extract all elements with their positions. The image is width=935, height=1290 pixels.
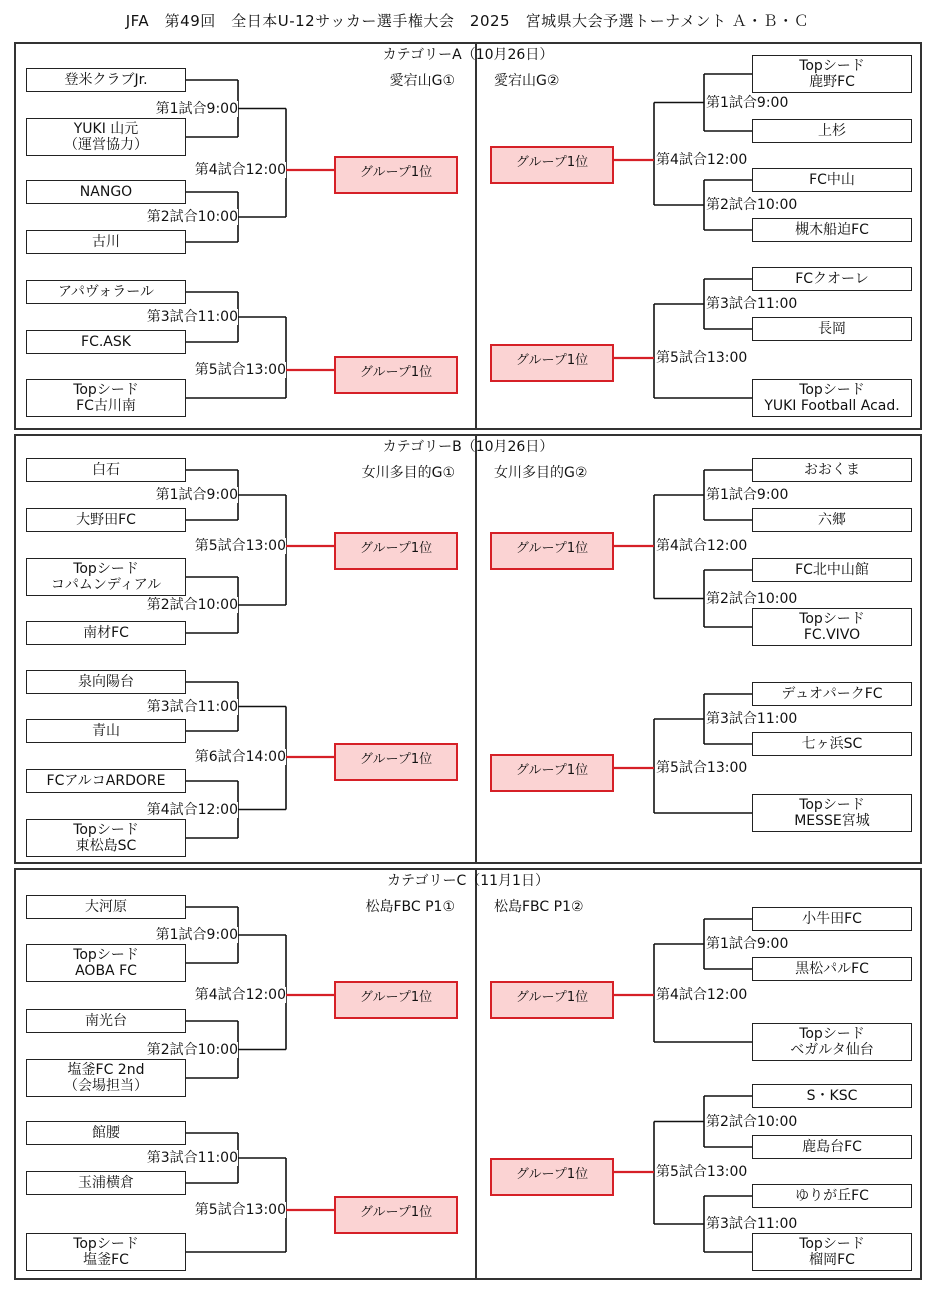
final-match-label: 第4試合12:00: [194, 987, 286, 1003]
match-label: 第3試合11:00: [706, 1216, 798, 1232]
team-box: 泉向陽台: [26, 670, 186, 694]
final-match-label: 第5試合13:00: [656, 350, 748, 366]
group-winner-box: グループ1位: [334, 743, 458, 781]
group-winner-box: グループ1位: [490, 532, 614, 570]
final-match-label: 第5試合13:00: [194, 538, 286, 554]
match-label: 第1試合9:00: [706, 94, 789, 111]
team-box: Topシード 榴岡FC: [752, 1233, 912, 1271]
match-label: 第1試合9:00: [155, 927, 238, 943]
match-label: 第3試合11:00: [146, 309, 238, 325]
match-label: 第2試合10:00: [706, 590, 798, 607]
team-box: 大河原: [26, 895, 186, 919]
group-winner-box: グループ1位: [490, 754, 614, 792]
team-box: おおくま: [752, 458, 912, 482]
team-box: 大野田FC: [26, 508, 186, 532]
team-box: 六郷: [752, 508, 912, 532]
final-match-label: 第5試合13:00: [656, 760, 748, 776]
group-winner-box: グループ1位: [490, 146, 614, 184]
team-box: Topシード 鹿野FC: [752, 55, 912, 93]
team-box: 古川: [26, 230, 186, 254]
group-winner-box: グループ1位: [490, 344, 614, 382]
team-box: 七ヶ浜SC: [752, 732, 912, 756]
venue-label-left: 松島FBC P1①: [365, 899, 455, 915]
group-winner-box: グループ1位: [490, 981, 614, 1019]
team-box: 鹿島台FC: [752, 1135, 912, 1159]
team-box: FC北中山館: [752, 558, 912, 582]
match-label: 第2試合10:00: [146, 1041, 238, 1058]
team-box: S・KSC: [752, 1084, 912, 1108]
final-match-label: 第4試合12:00: [656, 152, 748, 168]
team-box: 小牛田FC: [752, 907, 912, 931]
match-label: 第1試合9:00: [706, 487, 789, 503]
match-label: 第2試合10:00: [706, 197, 798, 213]
team-box: ゆりが丘FC: [752, 1184, 912, 1208]
venue-label-left: 女川多目的G①: [361, 465, 455, 481]
team-box: 長岡: [752, 317, 912, 341]
team-box: Topシード FC.VIVO: [752, 608, 912, 646]
group-winner-box: グループ1位: [334, 1196, 458, 1234]
match-label: 第1試合9:00: [155, 100, 238, 117]
final-match-label: 第4試合12:00: [656, 987, 748, 1003]
final-match-label: 第5試合13:00: [194, 362, 286, 378]
team-box: FCクオーレ: [752, 267, 912, 291]
team-box: 南材FC: [26, 621, 186, 645]
final-match-label: 第4試合12:00: [656, 538, 748, 554]
team-box: 登米クラブJr.: [26, 68, 186, 92]
venue-divider: [475, 44, 477, 428]
team-box: 槻木船迫FC: [752, 218, 912, 242]
group-winner-box: グループ1位: [334, 156, 458, 194]
match-label: 第1試合9:00: [155, 487, 238, 503]
final-match-label: 第5試合13:00: [656, 1164, 748, 1180]
page-title: JFA 第49回 全日本U-12サッカー選手権大会 2025 宮城県大会予選トーナメント Ａ・Ｂ・Ｃ: [125, 12, 810, 30]
match-label: 第3試合11:00: [146, 1150, 238, 1166]
team-box: Topシード 東松島SC: [26, 819, 186, 857]
team-box: 玉浦横倉: [26, 1171, 186, 1195]
group-winner-box: グループ1位: [334, 981, 458, 1019]
group-winner-box: グループ1位: [334, 532, 458, 570]
match-label: 第3試合11:00: [706, 296, 798, 312]
venue-label-right: 愛宕山G②: [494, 73, 560, 89]
match-label: 第2試合10:00: [146, 597, 238, 613]
team-box: アパヴォラール: [26, 280, 186, 304]
team-box: Topシード MESSE宮城: [752, 794, 912, 832]
final-match-label: 第6試合14:00: [194, 749, 286, 765]
team-box: 青山: [26, 719, 186, 743]
team-box: Topシード YUKI Football Acad.: [752, 379, 912, 417]
group-winner-box: グループ1位: [334, 356, 458, 394]
match-label: 第4試合12:00: [146, 801, 238, 818]
match-label: 第2試合10:00: [146, 209, 238, 225]
team-box: Topシード 塩釜FC: [26, 1233, 186, 1271]
final-match-label: 第4試合12:00: [194, 162, 286, 178]
venue-divider: [475, 436, 477, 862]
venue-divider: [475, 870, 477, 1278]
team-box: 黒松パルFC: [752, 957, 912, 981]
team-box: YUKI 山元 （運営協力）: [26, 118, 186, 156]
team-box: 白石: [26, 458, 186, 482]
category-title: カテゴリーB（10月26日）: [382, 439, 554, 455]
match-label: 第3試合11:00: [146, 698, 238, 715]
team-box: 上杉: [752, 119, 912, 143]
team-box: 南光台: [26, 1009, 186, 1033]
team-box: Topシード ベガルタ仙台: [752, 1023, 912, 1061]
match-label: 第3試合11:00: [706, 711, 798, 727]
team-box: FC中山: [752, 168, 912, 192]
team-box: 館腰: [26, 1121, 186, 1145]
team-box: NANGO: [26, 180, 186, 204]
category-title: カテゴリーA（10月26日）: [382, 47, 554, 63]
category-title: カテゴリーC（11月1日）: [387, 873, 549, 889]
venue-label-left: 愛宕山G①: [389, 73, 455, 89]
team-box: Topシード AOBA FC: [26, 944, 186, 982]
final-match-label: 第5試合13:00: [194, 1202, 286, 1218]
team-box: FC.ASK: [26, 330, 186, 354]
group-winner-box: グループ1位: [490, 1158, 614, 1196]
match-label: 第2試合10:00: [706, 1113, 798, 1130]
team-box: 塩釜FC 2nd （会場担当）: [26, 1059, 186, 1097]
venue-label-right: 女川多目的G②: [494, 465, 588, 481]
team-box: デュオパークFC: [752, 682, 912, 706]
team-box: Topシード FC古川南: [26, 379, 186, 417]
team-box: Topシード コパムンディアル: [26, 558, 186, 596]
match-label: 第1試合9:00: [706, 936, 789, 952]
venue-label-right: 松島FBC P1②: [494, 899, 584, 915]
team-box: FCアルコARDORE: [26, 769, 186, 793]
